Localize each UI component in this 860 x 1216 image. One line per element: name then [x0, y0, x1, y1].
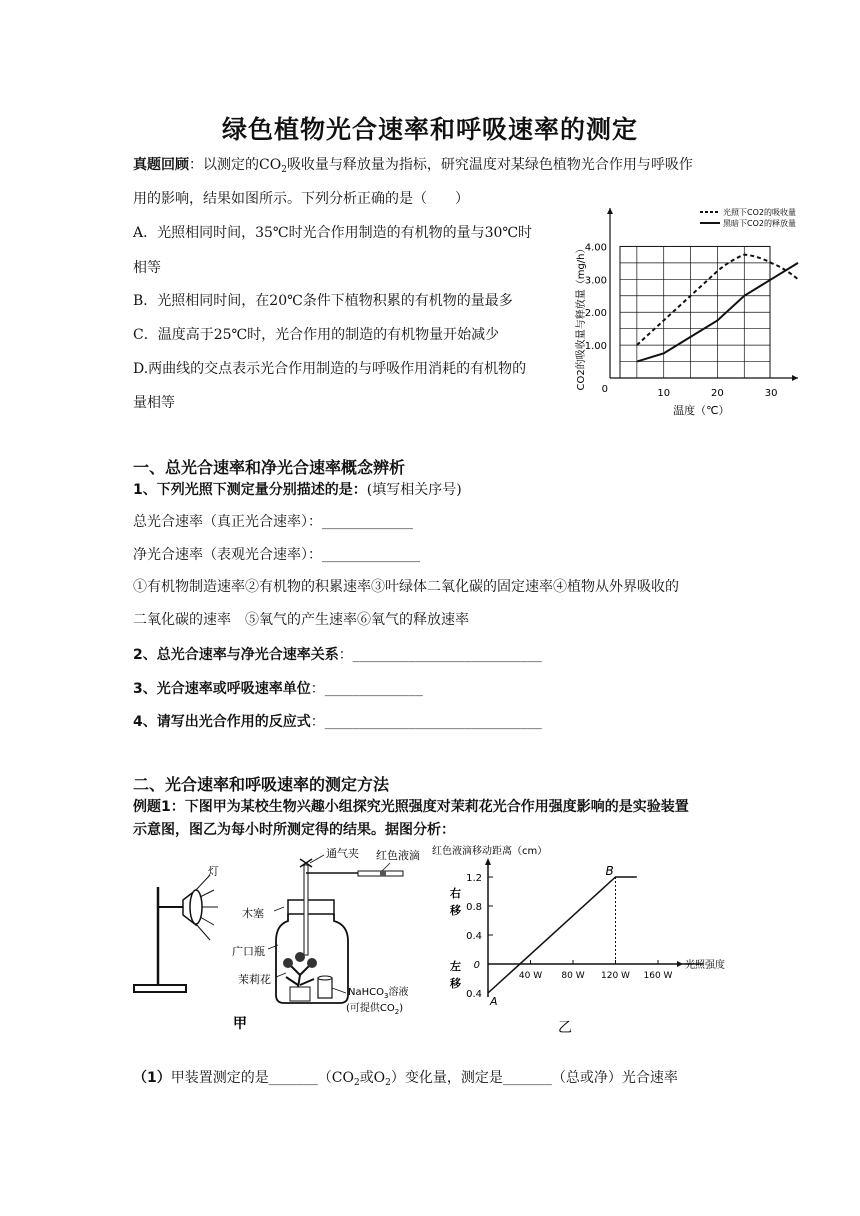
- y-tick-label: 3.00: [584, 275, 607, 287]
- point-b-label: B: [605, 864, 614, 878]
- section1-q3: 3、光合速率或呼吸速率单位：______________: [133, 681, 423, 697]
- legend-entry: 黑暗下CO2的释放量: [723, 219, 796, 228]
- y-axis-arrow: [607, 208, 613, 214]
- beaker-icon: [318, 976, 332, 998]
- x-tick-label: 80 W: [561, 971, 585, 981]
- origin-label: 0: [601, 384, 608, 395]
- y-tick-label: 1.00: [584, 341, 607, 353]
- x-tick-label: 10: [657, 388, 671, 399]
- temperature-chart: [570, 200, 820, 425]
- origin-label: 0: [473, 960, 480, 971]
- flask-icon: [276, 859, 403, 1003]
- option-d-line-1: D.两曲线的交点表示光合作用制造的与呼吸作用消耗的有机物的: [133, 361, 527, 377]
- question-1: （1）甲装置测定的是$\_\_\_\_\_\_\_(CO_2$或$O_2$）变化量，测定是_______（总或净）光合速率: [133, 1070, 678, 1088]
- right-move-label: 移: [450, 904, 461, 917]
- x-tick-label: 120 W: [601, 971, 630, 981]
- chart-labels: [432, 844, 725, 1036]
- options-line-2: 二氧化碳的速率 ⑤氧气的产生速率⑥氧气的释放速率: [133, 612, 469, 628]
- chart-grid: [620, 246, 770, 378]
- y-axis-arrow: [485, 858, 491, 865]
- x-tick-label: 160 W: [643, 971, 673, 981]
- plant-label: 茉莉花: [238, 973, 271, 986]
- section1-heading: 一、总光合速率和净光合速率概念辨析: [133, 458, 406, 477]
- net-rate-blank: 净光合速率（表观光合速率）：______________: [133, 547, 420, 563]
- y-axis-label: 红色液滴移动距离（cm）: [432, 846, 548, 857]
- x-tick-label: 20: [711, 388, 724, 399]
- caption-yi: 乙: [558, 1020, 572, 1036]
- gross-rate-blank: 总光合速率（真正光合速率）：_____________: [133, 514, 413, 530]
- y-axis-label: CO2的吸收量与释放量（mg/h）: [576, 243, 587, 391]
- red-drop-label: 红色液滴: [376, 849, 420, 862]
- neg-tick-label: 0.4: [466, 989, 482, 1000]
- option-b: B．光照相同时间，在20℃条件下植物积累的有机物的量最多: [133, 293, 513, 309]
- y-tick-label: 0.8: [466, 902, 482, 913]
- review-line-2: 用的影响，结果如图所示。下列分析正确的是（ ）: [133, 191, 469, 207]
- chart-axes: [607, 208, 798, 381]
- apparatus-diagram: [128, 845, 428, 1035]
- option-a-line-2: 相等: [133, 260, 161, 276]
- example-line-1: 例题1：下图甲为某校生物兴趣小组探究光照强度对茉莉花光合作用强度影响的是实验装置: [133, 799, 689, 815]
- x-tick-label: 30: [764, 388, 778, 399]
- y-tick-label: 4.00: [584, 242, 607, 254]
- section1-q1: 1、下列光照下测定量分别描述的是：(填写相关序号): [133, 482, 462, 498]
- review-label: 真题回顾: [133, 157, 189, 173]
- left-move-label: 左: [450, 960, 461, 973]
- option-c: C．温度高于25℃时，光合作用的制造的有机物量开始减少: [133, 327, 500, 343]
- x-axis-arrow: [677, 961, 683, 967]
- options-line-1: ①有机物制造速率②有机物的积累速率③叶绿体二氧化碳的固定速率④植物从外界吸收的: [133, 579, 679, 595]
- section2-heading: 二、光合速率和呼吸速率的测定方法: [133, 775, 390, 794]
- legend-entry: 光照下CO2的吸收量: [723, 208, 796, 217]
- caption-jia: 甲: [233, 1016, 247, 1032]
- solution-note: (可提供$CO_2$): [346, 1003, 404, 1016]
- lamp-label: 灯: [208, 865, 219, 878]
- x-tick-label: 40 W: [518, 971, 543, 981]
- stand-base: [134, 985, 186, 992]
- x-axis-label: 光照强度: [685, 960, 725, 971]
- option-a-line-1: A．光照相同时间，35℃时光合作用制造的有机物的量与30℃时: [133, 225, 533, 241]
- x-axis-label: 温度（℃）: [673, 404, 730, 417]
- example-line-2: 示意图，图乙为每小时所测定得的结果。据图分析：: [133, 822, 455, 838]
- y-tick-label: 0.4: [466, 931, 482, 942]
- option-d-line-2: 量相等: [133, 395, 175, 411]
- lamp-icon: [183, 875, 218, 940]
- cork-label: 木塞: [242, 907, 264, 920]
- review-line-1: 真题回顾：以测定的$CO_2$吸收量与释放量为指标，研究温度对某绿色植物光合作用与呼吸作: [133, 157, 693, 175]
- plant-icon: [283, 952, 317, 1001]
- y-tick-label: 1.2: [466, 873, 482, 884]
- light-intensity-chart: [428, 842, 733, 1037]
- section1-q2: 2、总光合速率与净光合速率关系：___________________________: [133, 647, 542, 663]
- section1-q4: 4、请写出光合作用的反应式：_______________________________: [133, 714, 542, 730]
- y-tick-label: 2.00: [584, 308, 607, 320]
- x-axis-arrow: [792, 375, 798, 381]
- point-a-label: A: [490, 995, 498, 1008]
- right-move-label: 右: [450, 887, 461, 900]
- solution-label: NaHCO$_3$溶液: [348, 987, 409, 1000]
- left-move-label: 移: [450, 977, 461, 990]
- page-title: 绿色植物光合速率和呼吸速率的测定: [221, 115, 638, 144]
- flask-label: 广口瓶: [232, 945, 265, 958]
- valve-label: 通气夹: [326, 847, 359, 860]
